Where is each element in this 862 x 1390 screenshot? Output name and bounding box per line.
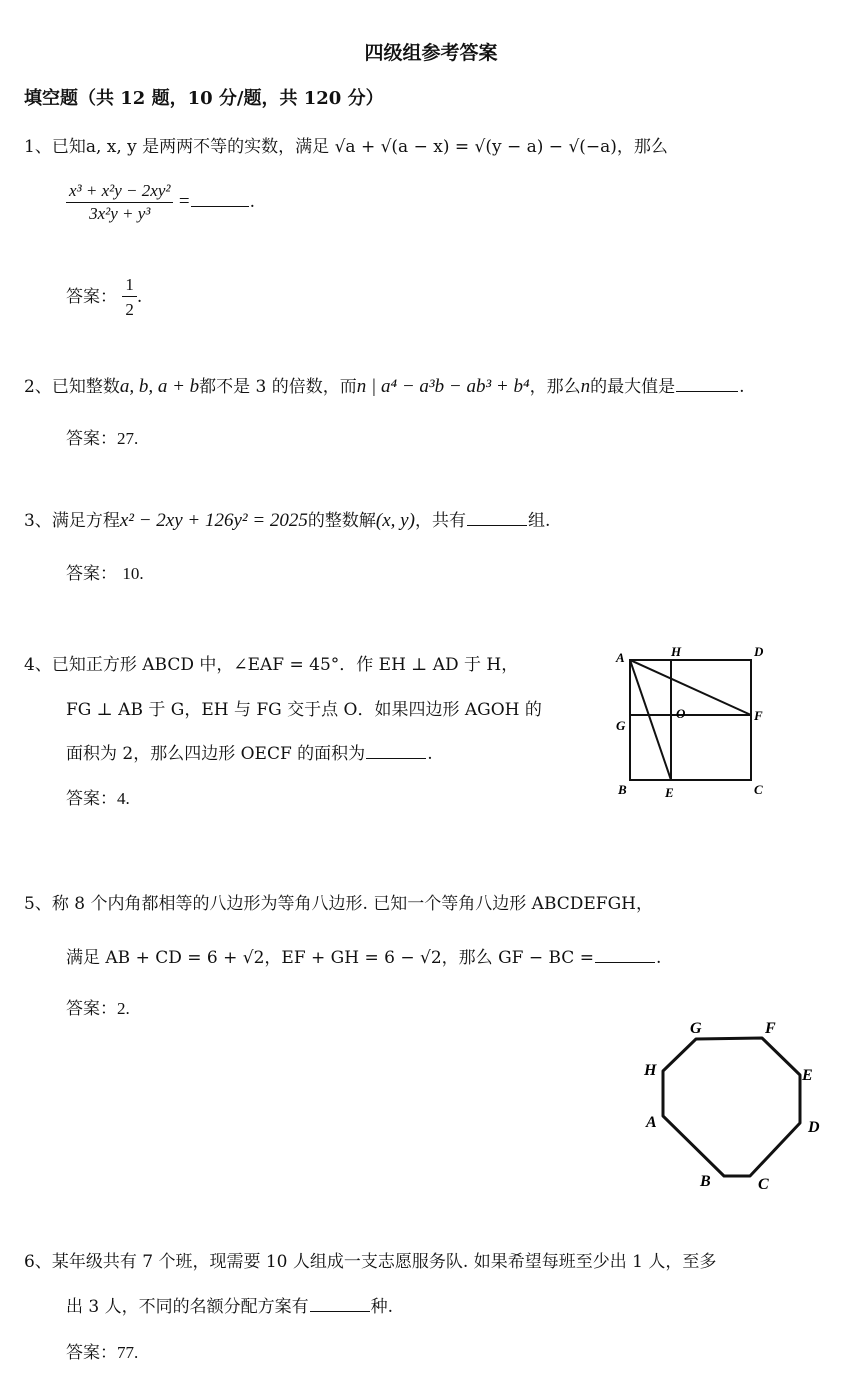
answer-blank	[467, 524, 527, 526]
answer-5	[66, 998, 130, 1020]
question-number: 1、	[24, 137, 52, 157]
question-text: 已知a, x, y 是两两不等的实数，满足 √a + √(a − x) = √(y − a) − √(−a)，那么	[51, 137, 668, 157]
math-pair: (x, y)	[375, 510, 415, 531]
answer-denominator: 2	[125, 300, 134, 319]
question-text: 已知整数	[51, 377, 120, 397]
question-text: 都不是 3 的倍数，而	[199, 377, 357, 397]
question-3	[24, 510, 550, 532]
question-text: 某年级共有 7 个班，现需要 10 人组成一支志愿服务队. 如果希望每班至少出 1 人，至多	[51, 1252, 717, 1272]
octagon-abcdefgh	[663, 1038, 800, 1176]
answer-fraction	[122, 274, 137, 321]
math-var-n: n	[580, 376, 591, 397]
question-text: 组.	[527, 511, 551, 531]
answer-value: 4.	[117, 789, 130, 808]
question-1-expression: $\frac{\text{x³ + x²y − 2xy²}}{\text{3x²y + y³}}$ = .	[66, 180, 255, 225]
label-g: G	[690, 1020, 702, 1037]
question-text: 满足方程	[51, 511, 120, 531]
square-diagram	[606, 640, 776, 805]
question-6-line2	[66, 1296, 393, 1318]
question-4-line2: FG ⊥ AB 于 G，EH 与 FG 交于点 O．如果四边形 AGOH 的	[66, 700, 542, 720]
answer-blank	[366, 757, 426, 759]
answer-label: 答案：	[66, 789, 117, 809]
question-number: 4、	[24, 655, 52, 675]
label-b: B	[618, 782, 627, 797]
label-e: E	[802, 1067, 813, 1084]
equals-sign: =	[178, 191, 190, 212]
label-c: C	[754, 782, 763, 797]
label-e: E	[665, 785, 674, 800]
segment-ae	[630, 660, 671, 780]
question-4-line3: 面积为 2，那么四边形 OECF 的面积为 .	[66, 744, 433, 764]
label-a: A	[646, 1114, 657, 1131]
answer-1: 答案： $\frac{1}{2}$ .	[66, 275, 143, 319]
question-number: 2、	[24, 377, 52, 397]
answer-label: 答案：	[66, 999, 117, 1019]
question-number: 3、	[24, 511, 52, 531]
math-expression: x² − 2xy + 126y² = 2025	[119, 510, 308, 531]
answer-label: 答案：	[66, 429, 117, 449]
question-text: ，那么	[529, 377, 581, 397]
answer-label: 答案：	[66, 564, 117, 584]
fraction-numerator: x³ + x²y − 2xy²	[66, 180, 173, 203]
answer-value: 27.	[117, 429, 139, 448]
answer-blank	[676, 390, 738, 392]
label-a: A	[616, 650, 625, 665]
answer-value: 77.	[117, 1343, 139, 1362]
answer-6	[66, 1342, 138, 1364]
label-g: G	[616, 718, 626, 733]
fraction-denominator: 3x²y + y³	[89, 204, 151, 223]
page-title: 四级组参考答案	[364, 42, 498, 64]
question-2: 2、已知整数a, b, a + b都不是 3 的倍数，而n | a⁴ − a³b − ab³ + b⁴，那么n的最大值是 .	[24, 376, 745, 397]
question-number: 6、	[24, 1252, 52, 1272]
label-h: H	[644, 1062, 657, 1079]
question-text: 的整数解	[307, 511, 376, 531]
square-abcd	[630, 660, 751, 780]
label-c: C	[758, 1176, 769, 1193]
answer-4	[66, 788, 130, 810]
label-d: D	[754, 644, 764, 659]
answer-blank	[191, 205, 249, 207]
question-4-line1	[24, 654, 518, 676]
octagon-diagram	[634, 1012, 830, 1198]
answer-blank	[310, 1310, 370, 1312]
section-heading: 填空题（共 12 题，10 分/题，共 120 分）	[24, 88, 384, 109]
question-text: 种.	[370, 1297, 394, 1317]
answer-3	[66, 563, 144, 585]
label-o: O	[676, 706, 686, 721]
math-vars: a, b, a + b	[119, 376, 200, 397]
question-5-line2: 满足 AB + CD = 6 + √2，EF + GH = 6 − √2，那么 GF − BC = .	[66, 948, 662, 968]
answer-2	[66, 428, 138, 450]
label-b: B	[700, 1173, 711, 1190]
question-6-line1	[24, 1251, 716, 1273]
answer-label: 答案：	[66, 1343, 117, 1363]
question-number: 5、	[24, 894, 52, 914]
question-1	[24, 136, 668, 158]
answer-value: 10.	[122, 564, 144, 583]
question-text: 已知正方形 ABCD 中，∠EAF = 45°．作 EH ⊥ AD 于 H，	[51, 655, 519, 675]
question-text: 出 3 人，不同的名额分配方案有	[66, 1297, 309, 1317]
question-text: 满足 AB + CD = 6 + √2，EF + GH = 6 − √2，那么 GF − BC =	[66, 948, 594, 968]
label-d: D	[808, 1119, 820, 1136]
answer-value: 2.	[117, 999, 130, 1018]
question-text: 的最大值是	[590, 377, 676, 397]
math-expression: n | a⁴ − a³b − ab³ + b⁴	[356, 376, 530, 397]
label-h: H	[671, 644, 682, 659]
label-f: F	[765, 1020, 776, 1037]
question-text: 面积为 2，那么四边形 OECF 的面积为	[66, 744, 366, 764]
question-5-line1	[24, 893, 653, 915]
question-text: 称 8 个内角都相等的八边形为等角八边形. 已知一个等角八边形 ABCDEFGH，	[51, 894, 653, 914]
answer-numerator: 1	[122, 274, 137, 297]
question-text: ，共有	[414, 511, 466, 531]
answer-label: 答案：	[66, 287, 117, 307]
answer-blank	[595, 961, 655, 963]
label-f: F	[754, 708, 763, 723]
fraction	[66, 180, 173, 225]
segment-af	[630, 660, 751, 715]
